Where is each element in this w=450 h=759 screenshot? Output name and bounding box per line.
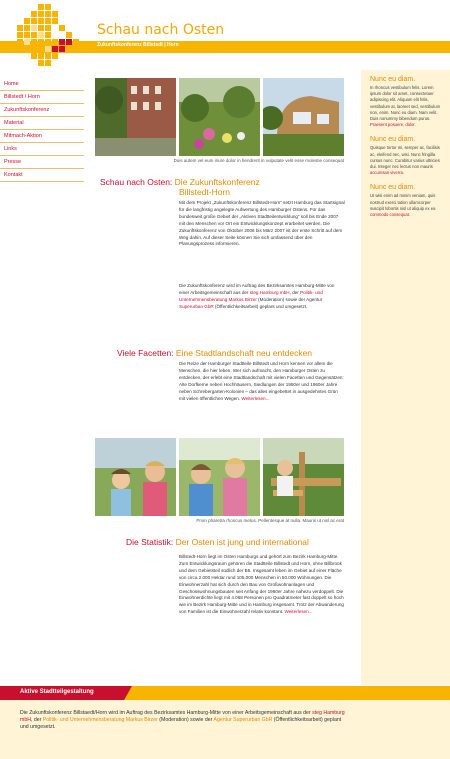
sidebar-title: Nunc eu diam.	[370, 76, 416, 83]
section-text-auftrag: Die Zukunftskonferenz wird im Auftrag des Bezirksamtes Hamburg-Mitte von einer Arbeitsgemeinschaft aus der steg Hamburg mbH, der Politik- und Unternehmensberatung Markus Birzer (Moderation) sowie der Agentur Superurban GbR (Öffentlichkeitsarbeit) geplant und umgesetzt.	[179, 283, 335, 309]
section-label: Die Statistik:	[126, 537, 174, 547]
nav-item-mitmach-aktion[interactable]: Mitmach-Aktion	[0, 130, 84, 143]
sidebar-block	[361, 130, 450, 178]
footer-superurban-link[interactable]: Agentur Superurban GbR	[213, 717, 273, 724]
photo-garden	[179, 78, 260, 156]
sidebar-title: Nunc eu diam.	[370, 184, 416, 192]
site-header	[0, 0, 450, 62]
sidebar-block	[361, 178, 450, 220]
nav-item-presse[interactable]: Presse	[0, 156, 84, 169]
pixel-grid-logo[interactable]	[14, 4, 80, 70]
footer-steg-link[interactable]: steg Hamburg mbH	[20, 710, 345, 724]
nav-item-links[interactable]: Links	[0, 143, 84, 156]
section-heading: Die Zukunftskonferenz	[174, 177, 260, 187]
section-label: Schau nach Osten:	[100, 177, 173, 187]
sidebar-block	[361, 70, 450, 130]
steg-link[interactable]: steg Hamburg mbH	[249, 289, 290, 295]
nav-item-zukunftskonferenz[interactable]: Zukunftskonferenz	[0, 104, 84, 117]
main-navigation	[0, 78, 84, 182]
superurban-link[interactable]: Superurban GbR	[179, 303, 214, 309]
section-title-facetten	[117, 348, 312, 358]
section-title-line2	[179, 187, 230, 197]
section-title-statistik	[126, 537, 309, 547]
photo-modern-house	[263, 78, 344, 156]
read-more-link[interactable]: Weiterlesen...	[284, 609, 313, 615]
site-subtitle: Zukunftskonferenz Billstedt | Horn	[97, 42, 179, 48]
section-heading: Der Osten ist jung und international	[175, 537, 309, 547]
photo-wooden-playground	[263, 438, 344, 516]
section-text-facetten: Die Reize der Hamburger Stadtteile Billstedt und Horn kennen vor allem die Menschen, die hier leben. Wer sich aufmacht, den Hamburger Osten zu entdecken, der erlebt eine Stadtlandschaft mit vielen Facetten und Gegensätzen: Alte Dorfkerne neben Hochhäusern, Siedlungen der 1950er und 1960er Jahre neben Schrebergarten-Kolonien – das alles eingebettet in ausgedehntes Grün mit vielen öffentlichen Wegen. Weiterlesen...	[179, 361, 344, 401]
photo-caption-top: Duis autem vel eum iriure dolor in hendrerit in vulputate velit esse molestie consequat	[173, 158, 344, 163]
sidebar-text: Quisque tortor mi, semper ac, facilisis ac, eleifend nec, wisi. Nunc fringilla cursus nunc. Curabitur varius ultricies dui. Integer nec lectus non mauris accumsan viverra.	[370, 145, 440, 176]
footer-birzer-link[interactable]: Politik- und Unternehmensberatung Markus Birzer	[42, 717, 158, 724]
birzer-link[interactable]: Politik- und Unternehmensberatung Markus Birzer	[179, 289, 323, 302]
nav-item-kontakt[interactable]: Kontakt	[0, 169, 84, 182]
section-title-schau	[100, 177, 260, 187]
sidebar-link[interactable]: Praesent posuere, dolor.	[370, 122, 416, 128]
photo-strip-children	[95, 438, 344, 516]
site-title: Schau nach Osten	[97, 22, 225, 38]
sidebar-text: In rhoncus vestibulum felis. Lorem ipsum dolor sit amet, consectetuer adipiscing elit. Aliquam elit felis, vestibulum at, laoreet sed, vestibulum non, enim. Nunc eu diam. Nam velit. Duis nonummy bibendum purus. Praesent posuere, dolor.	[370, 85, 441, 128]
sidebar-title: Nunc eu diam.	[370, 136, 416, 144]
section-heading-line2: Billstedt-Horn	[179, 187, 231, 197]
section-text-statistik: Billstedt-Horn liegt im Osten Hamburgs und gehört zum Bezirk Hamburg-Mitte. Zum Entwicklungsraum gehören die Stadtteile Billstedt und Horn, ohne Billbrook und dem Gebietsteil südlich der B5. Insgesamt leben im Gebiet auf einer Fläche von circa 2.000 Hektar rund 105.000 Menschen in 50.000 Wohnungen. Die Einwohnerzahl hat sich durch den Bau von Großwohnanlagen und Geschosswohnungsbauten seit Anfang der 1960er Jahre nahezu verdoppelt. Die Einwohnerdichte liegt mit 4.068 Personen pro Quadratmeter fast doppelt so hoch wie im Bezirk Hamburg-Mitte und in Hamburg insgesamt. Trotz der Abwanderung von Familien ist die Einwohnerzahl relativ konstant. Weiterlesen...	[179, 554, 344, 615]
photo-children-group	[179, 438, 260, 516]
section-text-schau: Mit dem Projekt „Zukunftskonferenz Billstedt-Horn“ setzt Hamburg das Startsignal für die langfristig angelegte Aufwertung des Hamburger Ostens. Für das bundesweit große Gebiet der „Aktiven Stadtteilentwicklung“ soll bis Ende 2007 mit den Menschen vor Ort ein Entwicklungskonzept erarbeitet werden. Die Zukunftskonferenz von Oktober 2006 bis März 2007 ist der erste Schritt auf dem Weg dahin. Auf dieser Seite können Sie sich umfassend über den Planungsprozess informieren.	[179, 200, 345, 247]
footer-text: Die Zukunftskonferenz Billstaedt/Horn wird im Auftrag des Bezirksamtes Hamburg-Mitte von einer Arbeitsgemeinschaft aus der steg Hamburg mbH, der Politik- und Unternehmensberatung Markus Birzer (Moderation) sowie der Agentur Superurban GbR (Öffentlichkeitsarbeit) geplant und umgesetzt.	[20, 710, 345, 731]
sidebar-link[interactable]: commodo consequat.	[370, 212, 411, 218]
section-heading: Eine Stadtlandschaft neu entdecken	[175, 348, 313, 358]
nav-item-material[interactable]: Material	[0, 117, 84, 130]
sidebar-text: Ut wisi enim ad minim veniam, quis nostrud exerci tation ullamcorper suscipit lobortis nisl ut aliquip ex ea commodo consequat.	[370, 193, 436, 218]
section-label: Viele Facetten:	[117, 348, 174, 358]
nav-item-billstedt-horn[interactable]: Billstedt / Horn	[0, 91, 84, 104]
read-more-link[interactable]: Weiterlesen...	[241, 395, 270, 401]
footer-tab-label: Aktive Stadtteilgestaltung	[20, 689, 94, 695]
photo-children-playground	[95, 438, 176, 516]
sidebar-link[interactable]: accumsan viverra.	[370, 170, 404, 176]
photo-brick-houses	[95, 78, 176, 156]
right-sidebar	[361, 70, 450, 685]
photo-strip-top	[95, 78, 344, 156]
nav-item-home[interactable]: Home	[0, 78, 84, 91]
photo-caption-children: Proin pharetra rhoncus metus. Pellentesque at nulla. Mauris ut nisl ac erat	[196, 518, 344, 523]
